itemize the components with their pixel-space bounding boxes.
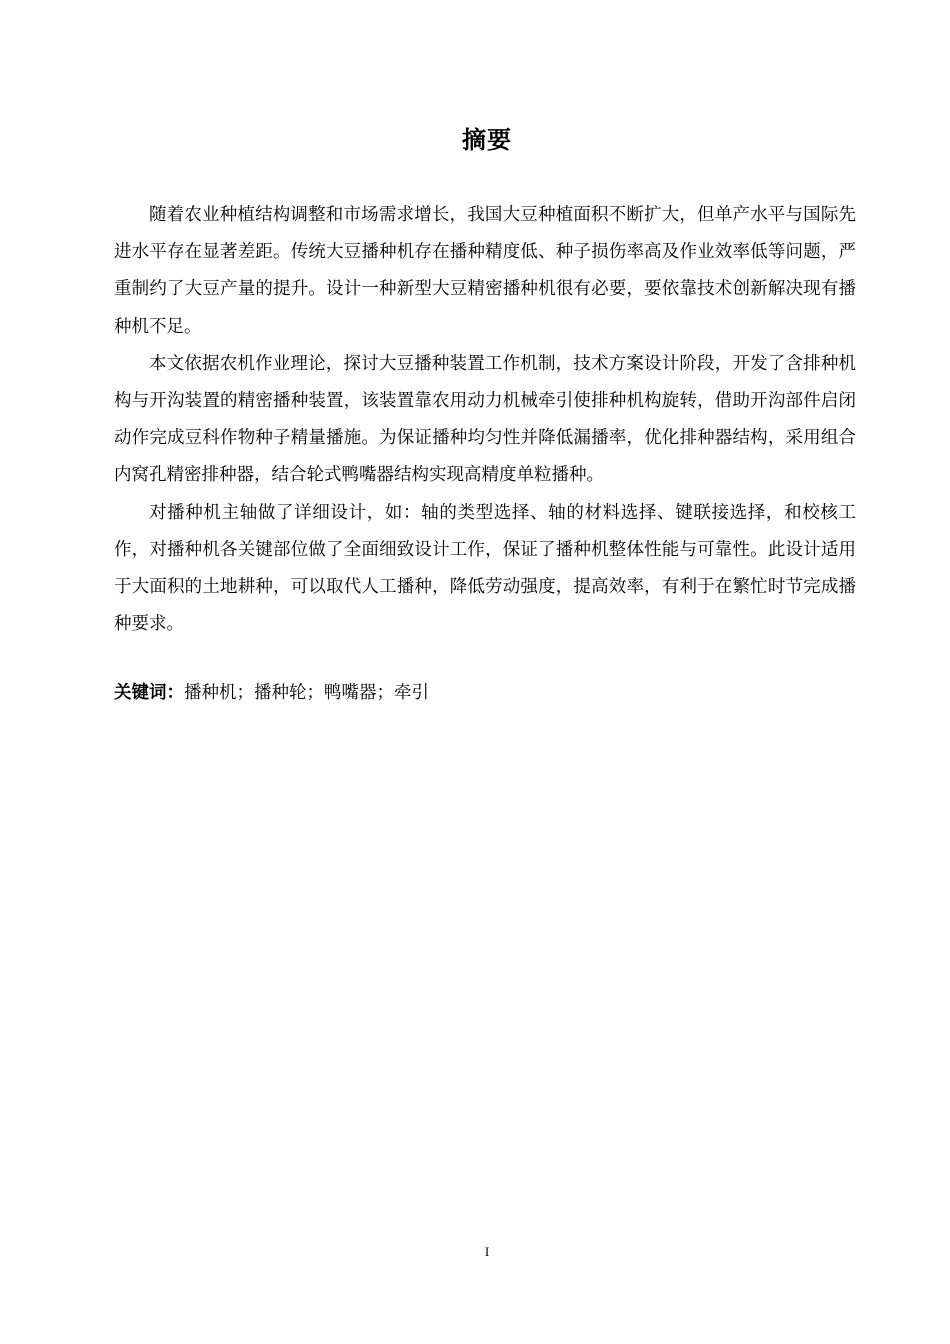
page-number: I	[484, 1244, 490, 1259]
abstract-paragraph-2: 本文依据农机作业理论，探讨大豆播种装置工作机制，技术方案设计阶段，开发了含排种机构与开沟装置的精密播种装置，该装置靠农用动力机械牵引使排种机构旋转，借助开沟部件启闭动作完成豆科作物种子精量播施。为保证播种均匀性并降低漏播率，优化排种器结构，采用组合内窝孔精密排种器，结合轮式鸭嘴器结构实现高精度单粒播种。	[114, 353, 856, 486]
abstract-body	[114, 197, 856, 643]
abstract-paragraph-1: 随着农业种植结构调整和市场需求增长，我国大豆种植面积不断扩大，但单产水平与国际先进水平存在显著差距。传统大豆播种机存在播种精度低、种子损伤率高及作业效率低等问题，严重制约了大豆产量的提升。设计一种新型大豆精密播种机很有必要，要依靠技术创新解决现有播种机不足。	[114, 205, 856, 337]
abstract-title: 摘要	[462, 125, 512, 154]
abstract-paragraph-3: 对播种机主轴做了详细设计，如：轴的类型选择、轴的材料选择、键联接选择，和校核工作，对播种机各关键部位做了全面细致设计工作，保证了播种机整体性能与可靠性。此设计适用于大面积的土地耕种，可以取代人工播种，降低劳动强度，提高效率，有利于在繁忙时节完成播种要求。	[114, 502, 856, 635]
keywords-list: 播种机；播种轮；鸭嘴器；牵引	[184, 683, 429, 703]
keywords-line	[114, 675, 856, 712]
keywords-label: 关键词：	[114, 683, 184, 703]
